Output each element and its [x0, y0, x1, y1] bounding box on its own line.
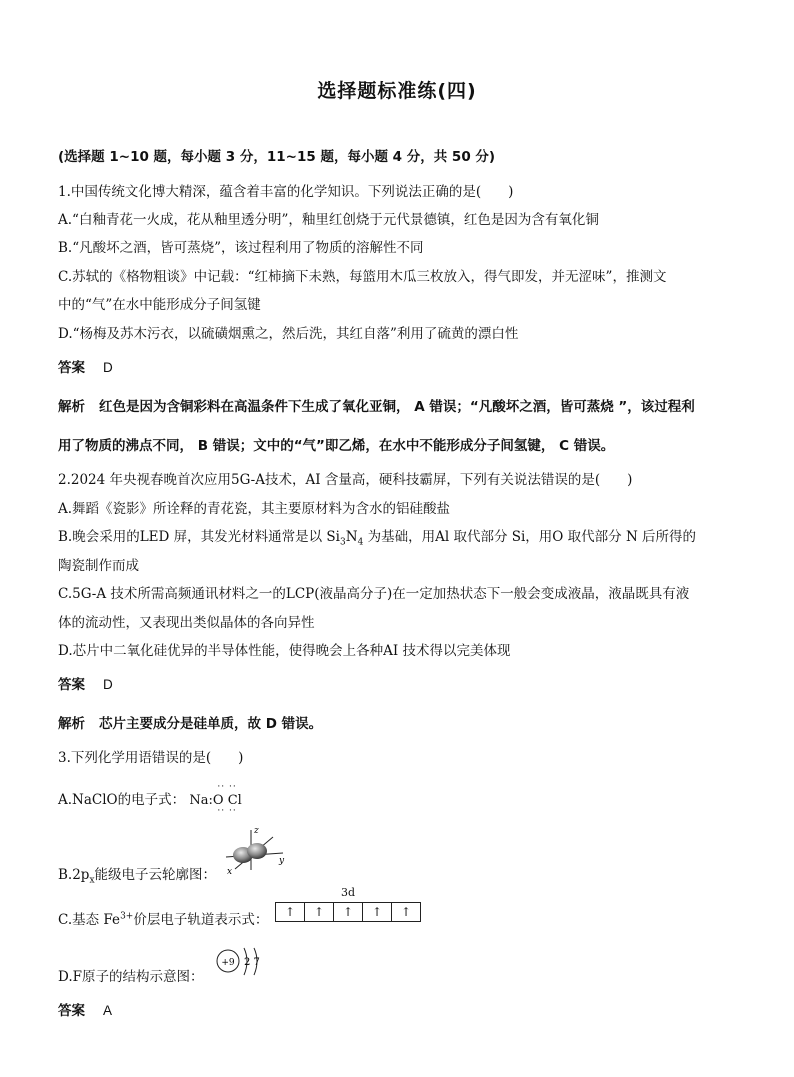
orbital-box-3: ↑: [334, 903, 363, 921]
q2-option-b-text: B.晚会采用的LED 屏，其发光材料通常是以 Si: [58, 529, 341, 545]
q1-option-d: D.“杨梅及苏木污衣，以硫磺烟熏之，然后洗，其红自落”利用了硫黄的漂白性: [58, 326, 519, 342]
q3-option-a: [58, 780, 242, 816]
q3-option-a-text: A.NaClO的电子式：: [58, 792, 186, 808]
q3-option-d-text: D.F原子的结构示意图：: [58, 969, 204, 985]
q3-answer: [58, 999, 112, 1019]
section-intro: (选择题 1~10 题，每小题 3 分，11~15 题，每小题 4 分，共 50 分): [58, 149, 496, 165]
orbital-label: 3d: [340, 886, 356, 899]
explanation-text: 红色是因为含铜彩料在高温条件下生成了氧化亚铜， A 错误；“凡酸坏之酒，皆可蒸烧 ”，该过程利: [99, 399, 695, 415]
answer-label: 答案: [58, 1003, 85, 1019]
explanation-label: 解析: [58, 399, 85, 415]
q1-option-c-line1: C.苏轼的《格物粗谈》中记载：“红柿摘下未熟，每篮用木瓜三枚放入，得气即发，并无涩味”，推测文: [58, 269, 667, 285]
q2-option-b-text-mid: N: [345, 529, 358, 545]
z-axis-label: z: [254, 826, 259, 836]
q2-option-a: A.舞蹈《瓷影》所诠释的青花瓷，其主要原材料为含水的铝硅酸盐: [58, 501, 451, 517]
p-orbital-diagram: [221, 825, 291, 875]
q1-explanation-line2: 用了物质的沸点不同， B 错误；文中的“气”即乙烯，在水中不能形成分子间氢键， C 错误。: [58, 438, 615, 454]
atom-structure-diagram: [214, 945, 270, 981]
q3-option-b-post: 能级电子云轮廓图：: [94, 867, 217, 883]
q1-option-a: A.“白釉青花一火成，花从釉里透分明”，釉里红创烧于元代景德镇，红色是因为含有氧化铜: [58, 212, 599, 228]
electron-formula-text: Na:O Cl: [189, 793, 242, 808]
orbital-box-5: ↑: [400, 905, 412, 919]
subscript: 3: [340, 537, 346, 548]
q1-option-b: B.“凡酸坏之酒，皆可蒸烧”，该过程利用了物质的溶解性不同: [58, 240, 424, 256]
q1-answer: [58, 356, 113, 376]
q1-explanation-line1: [58, 395, 695, 415]
orbital-box-1: ↑: [276, 903, 305, 921]
shell-electron-counts: 2 7: [244, 957, 260, 968]
q2-stem: 2.2024 年央视春晚首次应用5G-A技术，AI 含量高，硬科技霸屏，下列有关说法错误的是( ): [58, 472, 633, 488]
superscript: 3+: [120, 911, 134, 922]
q3-option-b-text: [58, 863, 216, 886]
orbital-box-4: ↑: [363, 903, 392, 921]
q1-option-c-line2: 中的“气”在水中能形成分子间氢键: [58, 297, 261, 313]
answer-value: D: [103, 360, 113, 375]
subscript: 4: [357, 537, 364, 548]
lone-pair-dots-top: ·· ··: [217, 782, 237, 792]
y-axis-label: y: [279, 856, 285, 866]
q3-option-c-pre: C.基态 Fe: [58, 912, 121, 928]
q2-option-d: D.芯片中二氧化硅优异的半导体性能，使得晚会上各种AI 技术得以完美体现: [58, 643, 511, 659]
explanation-label: 解析: [58, 716, 85, 732]
orbital-diagram-3d: [275, 886, 421, 922]
q2-explanation: [58, 712, 322, 732]
q2-option-c-line2: 体的流动性，又表现出类似晶体的各向异性: [58, 615, 315, 631]
electron-formula: [189, 782, 242, 816]
q3-option-b-pre: B.2p: [58, 867, 90, 883]
q2-option-b-text-post: 为基础，用Al 取代部分 Si，用O 取代部分 N 后所得的: [363, 529, 697, 545]
subscript: x: [89, 875, 95, 886]
q3-option-c: [58, 886, 412, 928]
q2-option-b-line2: 陶瓷制作而成: [58, 558, 139, 574]
q2-option-b-line1: [58, 525, 696, 548]
orbital-lobe-right: [247, 843, 267, 859]
answer-value: D: [103, 677, 113, 692]
x-axis-label: x: [227, 867, 233, 875]
lone-pair-dots-bottom: ·· ··: [217, 806, 237, 816]
q1-stem: 1.中国传统文化博大精深，蕴含着丰富的化学知识。下列说法正确的是( ): [58, 184, 514, 200]
orbital-row: [275, 902, 421, 922]
q2-option-c-line1: C.5G-A 技术所需高频通讯材料之一的LCP(液晶高分子)在一定加热状态下一般会变成液晶，液晶既具有液: [58, 586, 690, 602]
answer-label: 答案: [58, 677, 85, 693]
explanation-text: 芯片主要成分是硅单质，故 D 错误。: [99, 716, 323, 732]
page-title: 选择题标准练(四): [317, 80, 477, 102]
orbital-box-2: ↑: [305, 903, 334, 921]
answer-label: 答案: [58, 360, 85, 376]
answer-value: A: [103, 1003, 113, 1018]
q3-option-c-text: [58, 912, 268, 928]
q3-option-c-post: 价层电子轨道表示式：: [133, 912, 269, 928]
nucleus-charge: +9: [221, 958, 235, 968]
q2-answer: [58, 673, 113, 693]
q3-stem: 3.下列化学用语错误的是( ): [58, 750, 244, 766]
